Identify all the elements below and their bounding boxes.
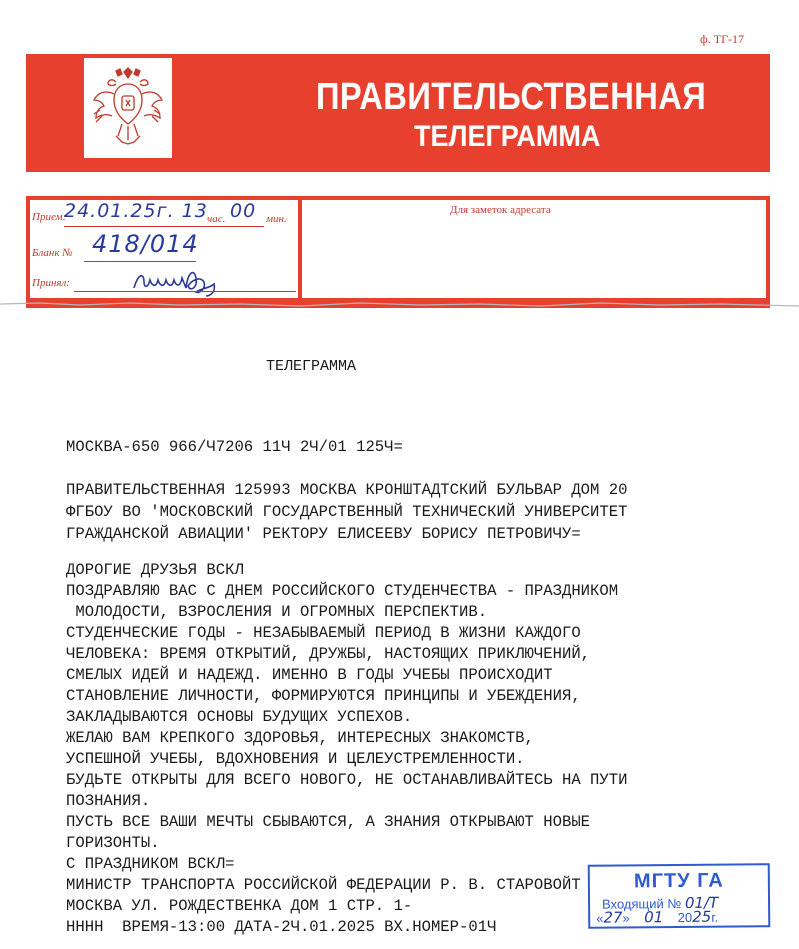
banner-subtitle: ТЕЛЕГРАММА (414, 120, 601, 153)
stamp-org: МГТУ ГА (633, 869, 724, 893)
form-code: ф. ТГ-17 (700, 32, 745, 46)
stamp-date-suffix: г. (711, 909, 719, 925)
body-line: МОЛОДОСТИ, ВЗРОСЛЕНИЯ И ОГРОМНЫХ ПЕРСПЕКТИВ. (66, 603, 488, 621)
notes-box (302, 200, 766, 298)
emblem-frame (84, 58, 172, 158)
accepted-signature-icon (130, 262, 226, 298)
body-line: ЧЕЛОВЕКА: ВРЕМЯ ОТКРЫТИЙ, ДРУЖБЫ, НАСТОЯЩИХ ПРИКЛЮЧЕНИЙ, (66, 645, 591, 663)
body-line: УСПЕШНОЙ УЧЕБЫ, ВДОХНОВЕНИЯ И ЦЕЛЕУСТРЕМЛЕННОСТИ. (66, 750, 525, 768)
body-line: С ПРАЗДНИКОМ ВСКЛ= (66, 855, 235, 873)
notes-label: Для заметок адресата (450, 204, 551, 216)
received-label: Прием: (32, 211, 67, 223)
incoming-stamp (588, 863, 771, 929)
stamp-incoming-label: Входящий № (602, 895, 682, 912)
hours-label: час. (207, 213, 226, 225)
banner-title: ПРАВИТЕЛЬСТВЕННАЯ (316, 76, 707, 118)
blank-label: Бланк № (32, 247, 73, 259)
blank-value: 418/014 (92, 230, 199, 258)
signature-line: МОСКВА УЛ. РОЖДЕСТВЕНКА ДОМ 1 СТР. 1- (66, 897, 413, 915)
body-line: СТУДЕНЧЕСКИЕ ГОДЫ - НЕЗАБЫВАЕМЫЙ ПЕРИОД В ЖИЗНИ КАЖДОГО (66, 624, 581, 642)
registration-block (30, 200, 298, 298)
telegram-banner (26, 54, 770, 172)
double-headed-eagle-emblem-icon (88, 64, 168, 152)
body-line: БУДЬТЕ ОТКРЫТЫ ДЛЯ ВСЕГО НОВОГО, НЕ ОСТАНАВЛИВАЙТЕСЬ НА ПУТИ (66, 771, 628, 789)
address-line: ФГБОУ ВО 'МОСКОВСКИЙ ГОСУДАРСТВЕННЫЙ ТЕХНИЧЕСКИЙ УНИВЕРСИТЕТ (66, 503, 628, 521)
stamp-date-close: » (622, 910, 630, 926)
signature-line: МИНИСТР ТРАНСПОРТА РОССИЙСКОЙ ФЕДЕРАЦИИ Р. В. СТАРОВОЙТ (66, 876, 581, 894)
stamp-date-year-prefix: 20 (677, 909, 693, 926)
tear-line (0, 300, 799, 308)
signature-line: НННН ВРЕМЯ-13:00 ДАТА-2Ч.01.2025 ВХ.НОМЕР-01Ч (66, 918, 497, 936)
body-line: ПУСТЬ ВСЕ ВАШИ МЕЧТЫ СБЫВАЮТСЯ, А ЗНАНИЯ ОТКРЫВАЮТ НОВЫЕ (66, 813, 591, 831)
accepted-underline (74, 291, 296, 292)
body-line: ПОЗДРАВЛЯЮ ВАС С ДНЕМ РОССИЙСКОГО СТУДЕНЧЕСТВА - ПРАЗДНИКОМ (66, 582, 619, 600)
stamp-date-open: « (596, 910, 604, 926)
stamp-date-day: 27 (603, 908, 623, 927)
address-line: ГРАЖДАНСКОЙ АВИАЦИИ' РЕКТОРУ ЕЛИСЕЕВУ БОРИСУ ПЕТРОВИЧУ= (66, 525, 581, 543)
body-line: ГОРИЗОНТЫ. (66, 834, 160, 852)
accepted-label: Принял: (32, 277, 70, 289)
stamp-date (596, 908, 718, 927)
received-underline (64, 226, 264, 227)
minutes-label: мин. (266, 213, 287, 225)
service-line: МОСКВА-650 966/Ч7206 11Ч 2Ч/01 125Ч= (66, 438, 403, 456)
body-line: ПОЗНАНИЯ. (66, 792, 151, 810)
body-line: ЖЕЛАЮ ВАМ КРЕПКОГО ЗДОРОВЬЯ, ИНТЕРЕСНЫХ ЗНАКОМСТВ, (66, 729, 534, 747)
body-line: ЗАКЛАДЫВАЮТСЯ ОСНОВЫ БУДУЩИХ УСПЕХОВ. (66, 708, 413, 726)
address-line: ПРАВИТЕЛЬСТВЕННАЯ 125993 МОСКВА КРОНШТАДТСКИЙ БУЛЬВАР ДОМ 20 (66, 481, 628, 499)
registration-panel (26, 196, 770, 308)
stamp-date-year: 25 (692, 907, 712, 926)
minutes-value: 00 (230, 200, 257, 222)
stamp-date-month: 01 (644, 908, 664, 927)
body-line: СМЕЛЫХ ИДЕЙ И НАДЕЖД. ИМЕННО В ГОДЫ УЧЕБЫ ПРОИСХОДИТ (66, 666, 553, 684)
received-value: 24.01.25г. 13 (64, 200, 208, 222)
body-line: ДОРОГИЕ ДРУЗЬЯ ВСКЛ (66, 561, 244, 579)
body-line: СТАНОВЛЕНИЕ ЛИЧНОСТИ, ФОРМИРУЮТСЯ ПРИНЦИПЫ И УБЕЖДЕНИЯ, (66, 687, 581, 705)
telegram-heading: ТЕЛЕГРАММА (266, 358, 357, 375)
stamp-incoming-value: 01/Т (684, 893, 719, 912)
